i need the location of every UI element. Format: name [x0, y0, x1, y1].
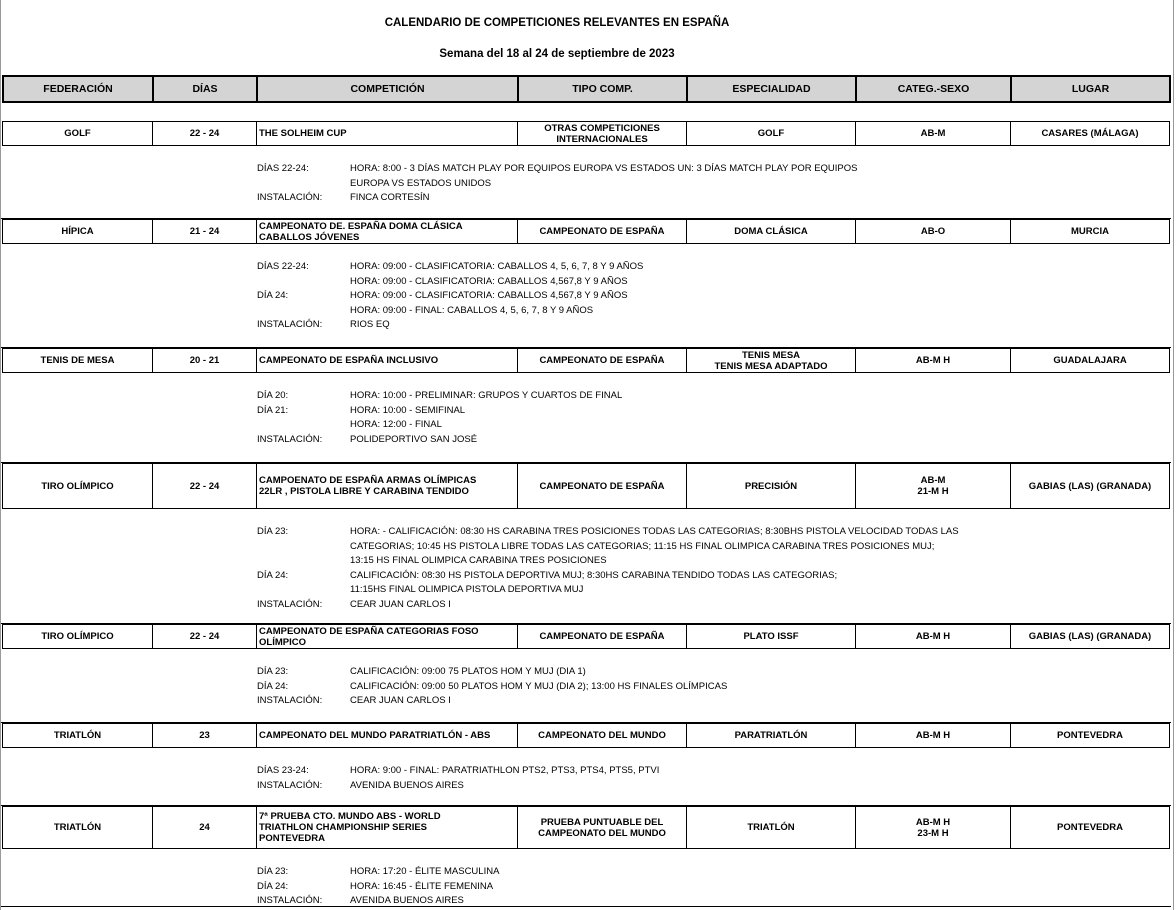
detail-text: CALIFICACIÓN: 09:00 75 PLATOS HOM Y MUJ (DIA 1): [350, 666, 586, 677]
cell-especialidad: [687, 625, 856, 649]
cell-lugar: GABIAS (LAS) (GRANADA): [1011, 625, 1170, 649]
cell-line: 22LR , PISTOLA LIBRE Y CARABINA TENDIDO: [259, 486, 469, 497]
cell-dias: 22 - 24: [153, 464, 257, 509]
cell-federacion: TRIATLÓN: [3, 807, 153, 849]
cell-dias: 22 - 24: [153, 625, 257, 649]
header-dias: DÍAS: [153, 76, 257, 102]
cell-line: AB-M H: [915, 355, 951, 366]
detail-text: RIOS EQ: [350, 319, 390, 331]
cell-especialidad: [687, 220, 856, 244]
cell-line: CAMPEONATO DEL MUNDO: [538, 827, 666, 839]
cell-line: PLATO ISSF: [743, 631, 799, 642]
detail-text: HORA: 09:00 - CLASIFICATORIA: CABALLOS 4, 5, 6, 7, 8 Y 9 AÑOS: [350, 261, 644, 272]
cell-line: CABALLOS JÓVENES: [259, 231, 360, 243]
cell-especialidad: [687, 349, 856, 373]
cell-line: AB-M H: [915, 631, 951, 642]
detail-text: HORA: 10:00 - PRELIMINAR: GRUPOS Y CUARTOS DE FINAL: [350, 390, 623, 401]
detail-label: DÍAS 22-24:: [257, 163, 309, 174]
detail-label: DÍA 23:: [257, 866, 289, 877]
cell-federacion: TRIATLÓN: [3, 724, 153, 748]
competition-row: [2, 624, 1170, 649]
detail-label: INSTALACIÓN:: [257, 192, 323, 204]
cell-federacion: TENIS DE MESA: [3, 349, 153, 373]
cell-dias: 24: [153, 807, 257, 849]
detail-label: INSTALACIÓN:: [257, 599, 323, 610]
detail-label: DÍAS 22-24:: [257, 261, 309, 272]
cell-line: CAMPOENATO DE ESPAÑA ARMAS OLÍMPICAS: [259, 475, 477, 486]
cell-line: OTRAS COMPETICIONES: [544, 122, 660, 134]
detail-text: HORA: - CALIFICACIÓN: 08:30 HS CARABINA TRES POSICIONES TODAS LAS CATEGORIAS; 8:30BHS PISTOLA VELOCIDAD TODAS LAS: [350, 526, 959, 537]
cell-line: OLÍMPICO: [259, 636, 306, 648]
cell-line: CAMPEONATO DE ESPAÑA: [539, 226, 665, 237]
competition-details: [1, 244, 1171, 348]
detail-text: CALIFICACIÓN: 08:30 HS PISTOLA DEPORTIVA MUJ; 8:30HS CARABINA TENDIDO TODAS LAS CATEGORIAS;: [350, 569, 838, 581]
competition-row: [2, 723, 1170, 748]
cell-line: PRUEBA PUNTUABLE DEL: [540, 816, 664, 828]
cell-dias: 20 - 21: [153, 349, 257, 373]
cell-lugar: CASARES (MÁLAGA): [1011, 122, 1170, 146]
cell-line: TENIS MESA: [741, 349, 801, 361]
cell-line: CAMPEONATO DE. ESPAÑA DOMA CLÁSICA: [259, 220, 463, 232]
cell-line: AB-M: [920, 475, 946, 486]
competition-details: [1, 509, 1171, 624]
detail-label: DÍA 21:: [257, 404, 289, 416]
detail-text: POLIDEPORTIVO SAN JOSÉ: [350, 433, 478, 445]
cell-federacion: HÍPICA: [3, 220, 153, 244]
competition-row: [2, 121, 1170, 146]
cell-line: CAMPEONATO DE ESPAÑA: [539, 480, 665, 492]
cell-tipo: [518, 122, 687, 146]
detail-label: DÍA 23:: [257, 526, 289, 537]
cell-line: PONTEVEDRA: [259, 833, 325, 844]
cell-dias: 22 - 24: [153, 122, 257, 146]
cell-federacion: GOLF: [3, 122, 153, 146]
cell-competicion: [257, 625, 518, 649]
detail-text: HORA: 8:00 - 3 DÍAS MATCH PLAY POR EQUIPOS EUROPA VS ESTADOS UN: 3 DÍAS MATCH PLAY POR EQUIPOS: [350, 163, 858, 174]
cell-line: CAMPEONATO DE ESPAÑA: [539, 631, 665, 642]
cell-tipo: [518, 625, 687, 649]
cell-competicion: [257, 807, 518, 849]
cell-line: 23-M H: [917, 827, 949, 839]
cell-lugar: MURCIA: [1011, 220, 1170, 244]
cell-line: 7ª PRUEBA CTO. MUNDO ABS - WORLD: [259, 811, 441, 822]
cell-line: AB-M H: [915, 730, 951, 741]
detail-text: CEAR JUAN CARLOS I: [350, 695, 451, 707]
cell-lugar: GUADALAJARA: [1011, 349, 1170, 373]
cell-categ: [856, 807, 1011, 849]
detail-text: AVENIDA BUENOS AIRES: [350, 895, 464, 907]
detail-label: DÍA 24:: [257, 880, 289, 892]
header-federacion: FEDERACIÓN: [3, 76, 153, 102]
detail-text: HORA: 09:00 - CLASIFICATORIA: CABALLOS 4,567,8 Y 9 AÑOS: [350, 290, 628, 302]
competition-details: [1, 748, 1171, 806]
cell-especialidad: [687, 807, 856, 849]
header-row: [2, 75, 1171, 103]
cell-line: INTERNACIONALES: [556, 133, 648, 145]
cell-line: DOMA CLÁSICA: [734, 226, 808, 237]
detail-text: AVENIDA BUENOS AIRES: [350, 779, 464, 791]
header-competicion: COMPETICIÓN: [257, 76, 518, 102]
detail-label: DÍA 24:: [257, 290, 289, 302]
cell-line: AB-O: [920, 226, 946, 237]
detail-label: INSTALACIÓN:: [257, 433, 323, 445]
cell-line: 21-M H: [917, 486, 949, 497]
detail-text: 13:15 HS FINAL OLIMPICA CARABINA TRES POSICIONES: [350, 555, 607, 567]
cell-line: AB-M H: [915, 816, 951, 828]
cell-lugar: GABIAS (LAS) (GRANADA): [1011, 464, 1170, 509]
detail-text: HORA: 16:45 - ÉLITE FEMENINA: [350, 880, 494, 892]
detail-label: INSTALACIÓN:: [257, 695, 323, 707]
detail-label: INSTALACIÓN:: [257, 319, 323, 331]
detail-text: HORA: 12:00 - FINAL: [350, 419, 442, 431]
document-subtitle: Semana del 18 al 24 de septiembre de 2023: [439, 48, 675, 60]
detail-label: DÍA 24:: [257, 569, 289, 581]
cell-tipo: [518, 807, 687, 849]
cell-especialidad: [687, 122, 856, 146]
competition-row: [2, 463, 1170, 509]
cell-line: PRECISIÓN: [744, 480, 798, 492]
detail-text: EUROPA VS ESTADOS UNIDOS: [350, 177, 492, 189]
cell-tipo: [518, 349, 687, 373]
detail-label: INSTALACIÓN:: [257, 779, 323, 791]
competition-details: [1, 146, 1171, 219]
header-categ: CATEG.-SEXO: [856, 76, 1011, 102]
cell-line: THE SOLHEIM CUP: [259, 128, 347, 139]
detail-label: DÍA 20:: [257, 390, 289, 401]
competition-details: [1, 849, 1171, 907]
cell-especialidad: [687, 724, 856, 748]
cell-competicion: [257, 464, 518, 509]
detail-text: HORA: 09:00 - FINAL: CABALLOS 4, 5, 6, 7, 8 Y 9 AÑOS: [350, 304, 594, 316]
cell-competicion: [257, 349, 518, 373]
competition-row: [2, 806, 1170, 849]
cell-tipo: [518, 220, 687, 244]
cell-competicion: [257, 122, 518, 146]
detail-text: FINCA CORTESÍN: [350, 192, 430, 204]
cell-line: GOLF: [757, 128, 785, 139]
detail-text: CATEGORIAS; 10:45 HS PISTOLA LIBRE TODAS LAS CATEGORIAS; 11:15 HS FINAL OLIMPICA CARABINA TRES POSICIONES MUJ;: [350, 540, 935, 552]
detail-text: CALIFICACIÓN: 09:00 50 PLATOS HOM Y MUJ (DIA 2); 13:00 HS FINALES OLÍMPICAS: [350, 680, 728, 692]
detail-label: DÍA 24:: [257, 680, 289, 692]
cell-line: CAMPEONATO DEL MUNDO: [538, 730, 666, 741]
detail-label: DÍA 23:: [257, 666, 289, 677]
header-especialidad: ESPECIALIDAD: [687, 76, 856, 102]
cell-dias: 23: [153, 724, 257, 748]
cell-federacion: TIRO OLÍMPICO: [3, 464, 153, 509]
cell-categ: [856, 464, 1011, 509]
cell-categ: [856, 220, 1011, 244]
cell-line: CAMPEONATO DE ESPAÑA INCLUSIVO: [259, 355, 439, 366]
header-tipo: TIPO COMP.: [518, 76, 687, 102]
cell-line: CAMPEONATO DE ESPAÑA: [539, 355, 665, 366]
cell-tipo: [518, 464, 687, 509]
cell-competicion: [257, 220, 518, 244]
document-title: CALENDARIO DE COMPETICIONES RELEVANTES EN ESPAÑA: [384, 17, 730, 29]
cell-categ: [856, 625, 1011, 649]
competition-details: [1, 373, 1171, 463]
detail-text: HORA: 09:00 - CLASIFICATORIA: CABALLOS 4,567,8 Y 9 AÑOS: [350, 275, 628, 287]
cell-federacion: TIRO OLÍMPICO: [3, 625, 153, 649]
competition-details: [1, 649, 1171, 723]
header-lugar: LUGAR: [1011, 76, 1170, 102]
cell-tipo: [518, 724, 687, 748]
cell-lugar: PONTEVEDRA: [1011, 807, 1170, 849]
detail-label: INSTALACIÓN:: [257, 895, 323, 907]
competition-row: [2, 348, 1170, 373]
detail-text: 11:15HS FINAL OLIMPICA PISTOLA DEPORTIVA MUJ: [350, 584, 584, 596]
cell-line: TENIS MESA ADAPTADO: [714, 360, 828, 372]
cell-especialidad: [687, 464, 856, 509]
cell-line: CAMPEONATO DEL MUNDO PARATRIATLÓN - ABS: [259, 730, 491, 741]
cell-line: TRIATLÓN: [747, 822, 795, 833]
cell-line: CAMPEONATO DE ESPAÑA CATEGORIAS FOSO: [259, 625, 479, 637]
cell-competicion: [257, 724, 518, 748]
cell-line: PARATRIATLÓN: [734, 730, 808, 741]
cell-line: AB-M: [920, 128, 946, 139]
cell-categ: [856, 349, 1011, 373]
competition-row: [2, 219, 1170, 244]
detail-text: HORA: 17:20 - ÉLITE MASCULINA: [350, 866, 500, 877]
detail-label: DÍAS 23-24:: [257, 765, 309, 776]
cell-lugar: PONTEVEDRA: [1011, 724, 1170, 748]
cell-categ: [856, 122, 1011, 146]
cell-line: TRIATHLON CHAMPIONSHIP SERIES: [259, 822, 428, 833]
detail-text: HORA: 10:00 - SEMIFINAL: [350, 404, 466, 416]
detail-text: CEAR JUAN CARLOS I: [350, 599, 451, 610]
cell-dias: 21 - 24: [153, 220, 257, 244]
cell-categ: [856, 724, 1011, 748]
detail-text: HORA: 9:00 - FINAL: PARATRIATHLON PTS2, PTS3, PTS4, PTS5, PTVI: [350, 765, 660, 776]
